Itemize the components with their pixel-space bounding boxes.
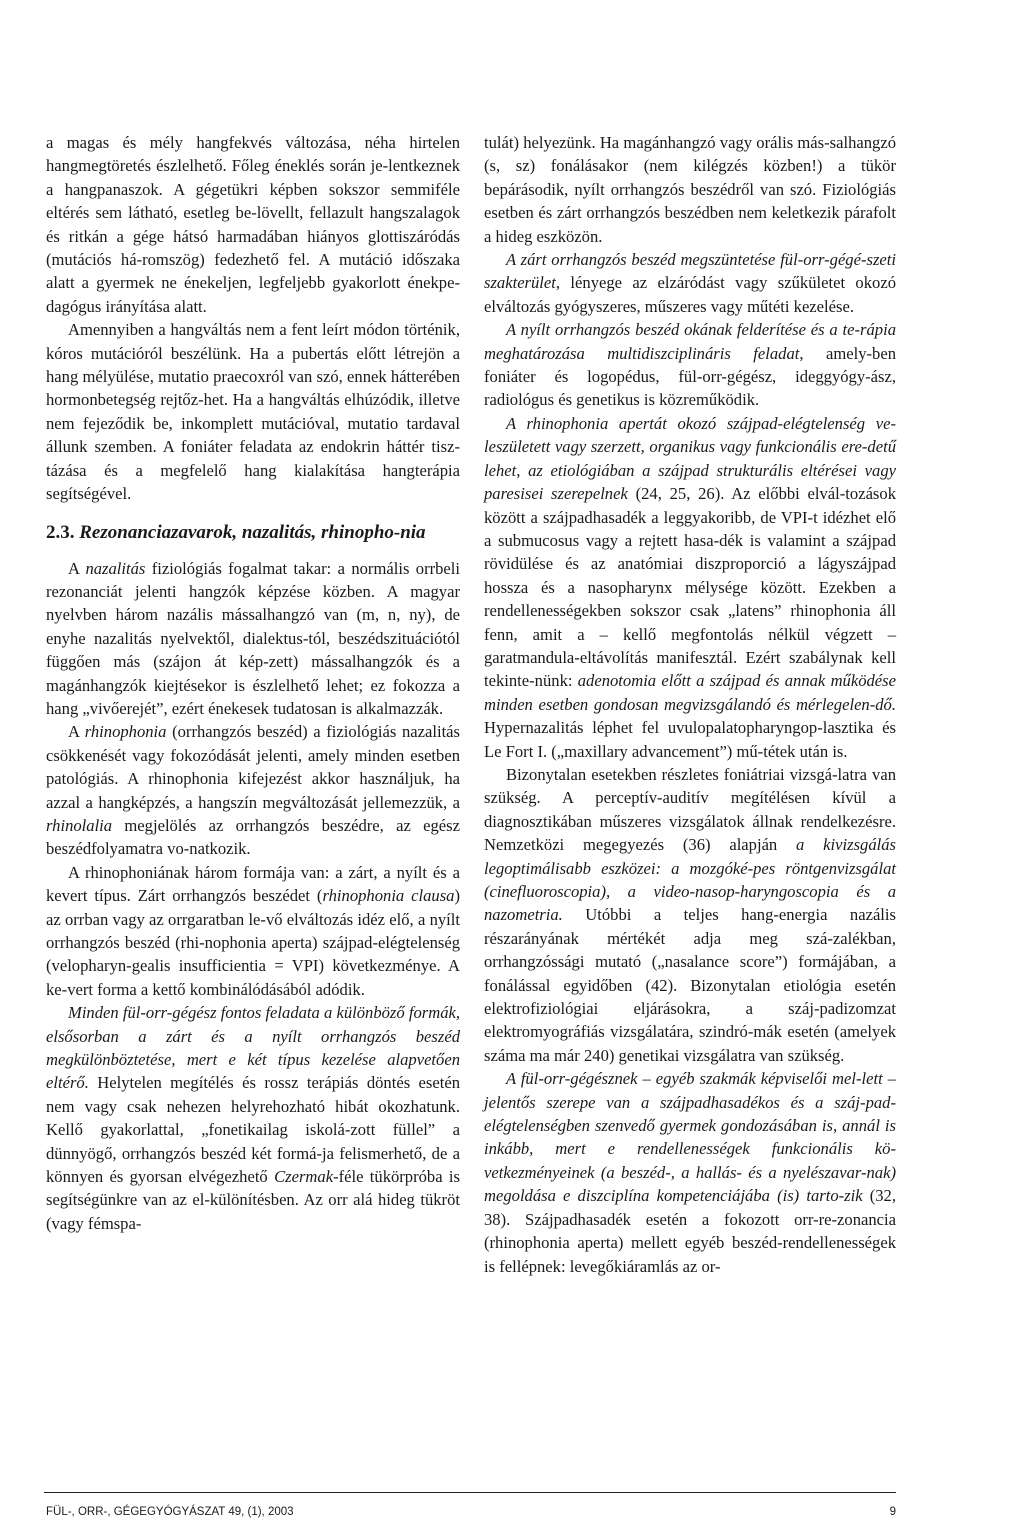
page-number: 9: [889, 1506, 896, 1518]
italic-text: rhinophonia clausa: [322, 886, 455, 906]
footer-rule: [44, 1492, 896, 1493]
italic-text: Minden fül-orr-gégész fontos feladata a különböző formák, elsősorban a zárt és a nyílt orrhangzós beszéd megkülönböztetése, mert e két típus kezelése alapvetően eltérő.: [46, 1003, 460, 1093]
italic-text: A rhinophonia apertát okozó szájpad-elégtelenség ve-leszületett vagy szerzett, organikus vagy funkcionális ere-detű lehet, az etiológiában a szájpad strukturális eltérései vagy paresisei szerepelnek: [484, 413, 896, 504]
text-run: , lényege az elzáródást vagy szűkületet okozó elváltozás gyógyszeres, műszeres vagy műtéti kezelése.: [484, 273, 896, 316]
text-run: A: [68, 722, 85, 742]
right-column: [484, 131, 896, 1278]
paragraph: [484, 412, 896, 763]
paragraph: tulát) helyezünk. Ha magánhangzó vagy orális más-salhangzó (s, sz) fonálásakor (nem kilégzés közben!) a tükör bepárásodik, nyílt orrhangzós beszédről van szó. Fiziológiás esetben és zárt orrhangzós beszédben nem keletkezik párafolt a hideg eszközön.: [484, 133, 896, 246]
italic-text: A zárt orrhangzós beszéd megszüntetése fül-orr-gégé-szeti szakterület: [484, 250, 896, 293]
paragraph: [484, 1067, 896, 1278]
paragraph: a magas és mély hangfekvés változása, néha hirtelen hangmegtöretés észlelhető. Főleg éneklés során je-lentkeznek a hangpanaszok. A gégetükri képben sokszor semmiféle eltérés sem látható, esetleg be-lövellt, fellazult hangszalagok és ritkán a gége hátsó harmadában hiányos glottiszáródás (mutációs há-romszög) fedezhető fel. A mutáció időszaka alatt a gyermek ne énekeljen, legfeljebb gyakorlott énekpe-dagógus irányítása alatt.: [46, 133, 460, 316]
text-run: A rhinophoniának három formája van: a zárt, a nyílt és a kevert típus. Zárt orrhangzós beszédet (: [46, 862, 460, 906]
text-run: megjelölés az orrhangzós beszédre, az egész beszédfolyamatra vo-natkozik.: [46, 815, 460, 859]
section-number: 2.3.: [46, 521, 75, 543]
journal-citation: FÜL-, ORR-, GÉGEGYÓGYÁSZAT 49, (1), 2003: [46, 1506, 294, 1518]
text-run: fiziológiás fogalmat takar: a normális orrbeli rezonanciát jelenti hangzók képzése közben. A magyar nyelvben három nazális mássalhangzó van (m, n, ny), de enyhe nazalitás nyelvektől, dialektus-tól, beszédszituációtól függően más (szájon át kép-zett) mássalhangzók és a magánhangzók kiejtésekor is észlelhető lehet; ez fokozza a hang „vivőerejét”, ezért énekesek tudatosan is alkalmazzák.: [46, 558, 461, 718]
paragraph: [46, 861, 460, 1001]
text-run: Bizonytalan esetekben részletes foniátriai vizsgá-latra van szükség. A perceptív-auditív megítélésen kívül a diagnosztikában műszeres vizsgálatok állnak rendelkezésre. Nemzetközi megegyezés (36) alapján: [484, 764, 896, 855]
paragraph: [46, 1001, 460, 1235]
text-run: ) az orrban vagy az orrgaratban le-vő elváltozás idéz elő, a nyílt orrhangzós beszéd (rhi-nophonia aperta) szájpad-elégtelenség (velopharyn-gealis insufficientia = VPI) következménye. A ke-vert forma a kettő kombinálódásából adódik.: [46, 886, 460, 999]
text-run: -féle tükörpróba is segítségünkre van az el-különítésben. Az orr alá hideg tükröt (vagy fémspa-: [46, 1167, 460, 1233]
italic-text: Czermak: [274, 1167, 334, 1187]
italic-text: A nyílt orrhangzós beszéd okának felderítése és a te-rápia meghatározása multidiszciplináris feladat: [484, 320, 896, 363]
italic-text: rhinolalia: [46, 815, 113, 835]
paragraph: [484, 763, 896, 1067]
paragraph: [484, 248, 896, 318]
text-run: , amely-ben foniáter és logopédus, fül-orr-gégész, ideggyógy-ász, radiológus és genetikus is közreműködik.: [484, 343, 896, 410]
text-run: (24, 25, 26). Az előbbi elvál-tozások között a szájpadhasadék a leggyakoribb, de VPI-t idézhet elő a submucosus vagy a rejtett hasa-dék is valamint a szájpad rövidülése és az anatómiai diszproporció a lágyszájpad hossza és a nasopharynx mélysége között. Ezekben a rendellenességekben sokszor csak „latens” rhinophonia áll fenn, amit a – kellő megfontolás nélkül végzett – garatmandula-eltávolítás manifesztál. Ezért szabálynak kell tekinte-nünk:: [484, 484, 896, 691]
paragraph: [46, 557, 460, 721]
paragraph: [484, 318, 896, 412]
section-title: Rezonanciazavarok, nazalitás, rhinopho-nia: [79, 521, 426, 543]
page-footer: [46, 1506, 896, 1518]
italic-text: a kivizsgálás legoptimálisabb eszközei: a mozgóké-pes röntgenvizsgálat (cinefluoroscopia), a video-nasop-haryngoscopia és a nazometria.: [484, 835, 896, 925]
italic-text: A fül-orr-gégésznek – egyéb szakmák képviselői mel-lett – jelentős szerepe van a szájpadhasadékos és a száj-pad-elégtelenségben szenvedő gyermek gondozásában is, annál is inkább, mert e rendellenességek funkcionális kö-vetkezményeinek (a beszéd-, a hallás- és a nyelészavar-nak) megoldása e diszciplína kompetenciájába (is) tarto-zik: [484, 1069, 896, 1206]
paragraph: [46, 720, 460, 860]
paragraph: Amennyiben a hangváltás nem a fent leírt módon történik, kóros mutációról beszélünk. Ha a pubertás előtt létrejön a hang mélyülése, mutatio praecoxról van szó, ennek hátterében hormonbetegség rejtőz-het. Ha a hangváltás elhúzódik, illetve nem fejeződik be, inkomplett mutációval, mutatio tardaval állunk szemben. A foniáter feladata az endokrin háttér tisz-tázása és a megfelelő hang kialakítása hangterápia segítségével.: [46, 320, 460, 504]
text-run: Hypernazalitás léphet fel uvulopalatopharyngop-lasztika és Le Fort I. („maxillary advancement”) mű-tétek után is.: [484, 718, 896, 761]
left-column: [46, 131, 460, 1235]
italic-text: rhinophonia: [84, 722, 167, 742]
text-run: (orrhangzós beszéd) a fiziológiás nazalitás csökkenését vagy fokozódását jelenti, amely minden esetben patológiás. A rhinophonia kifejezést akkor használjuk, ha azzal a hangképzés, a hangszín megváltozását jellemezzük, a: [46, 722, 460, 812]
text-run: Helytelen megítélés és rossz terápiás döntés esetén nem vagy csak nehezen helyrehozható hibát okozhatunk. Kellő gyakorlattal, „fonetikailag iskolá-zott füllel” a dünnyögő, orrhangzós beszéd két formá-ja felismerhető, de a könnyen és gyorsan elvégezhető: [46, 1073, 460, 1187]
text-run: Utóbbi a teljes hang-energia nazális részarányának mértékét adja meg szá-zalékban, orrhangzóssági mutató („nasalance score”) formájában, a fonálással egyidőben (42). Bizonytalan etiológia esetén elektrofiziológiai eljárásokra, a száj-padizomzat elektromyográfiás vizsgálatára, szindró-mák esetén (amelyek száma ma már 240) genetikai vizsgálatra van szükség.: [484, 905, 896, 1065]
italic-text: adenotomia előtt a szájpad és annak működése minden esetben gondosan megvizsgálandó és mérlegelen-dő.: [484, 671, 896, 714]
section-heading: [46, 522, 460, 544]
text-run: (32, 38). Szájpadhasadék esetén a fokozott orr-re-zonancia (rhinophonia aperta) mellett egyéb beszéd-rendellenességek is fellépnek: levegőkiáramlás az or-: [484, 1186, 897, 1276]
text-run: A: [68, 558, 86, 578]
italic-text: nazalitás: [85, 558, 146, 578]
